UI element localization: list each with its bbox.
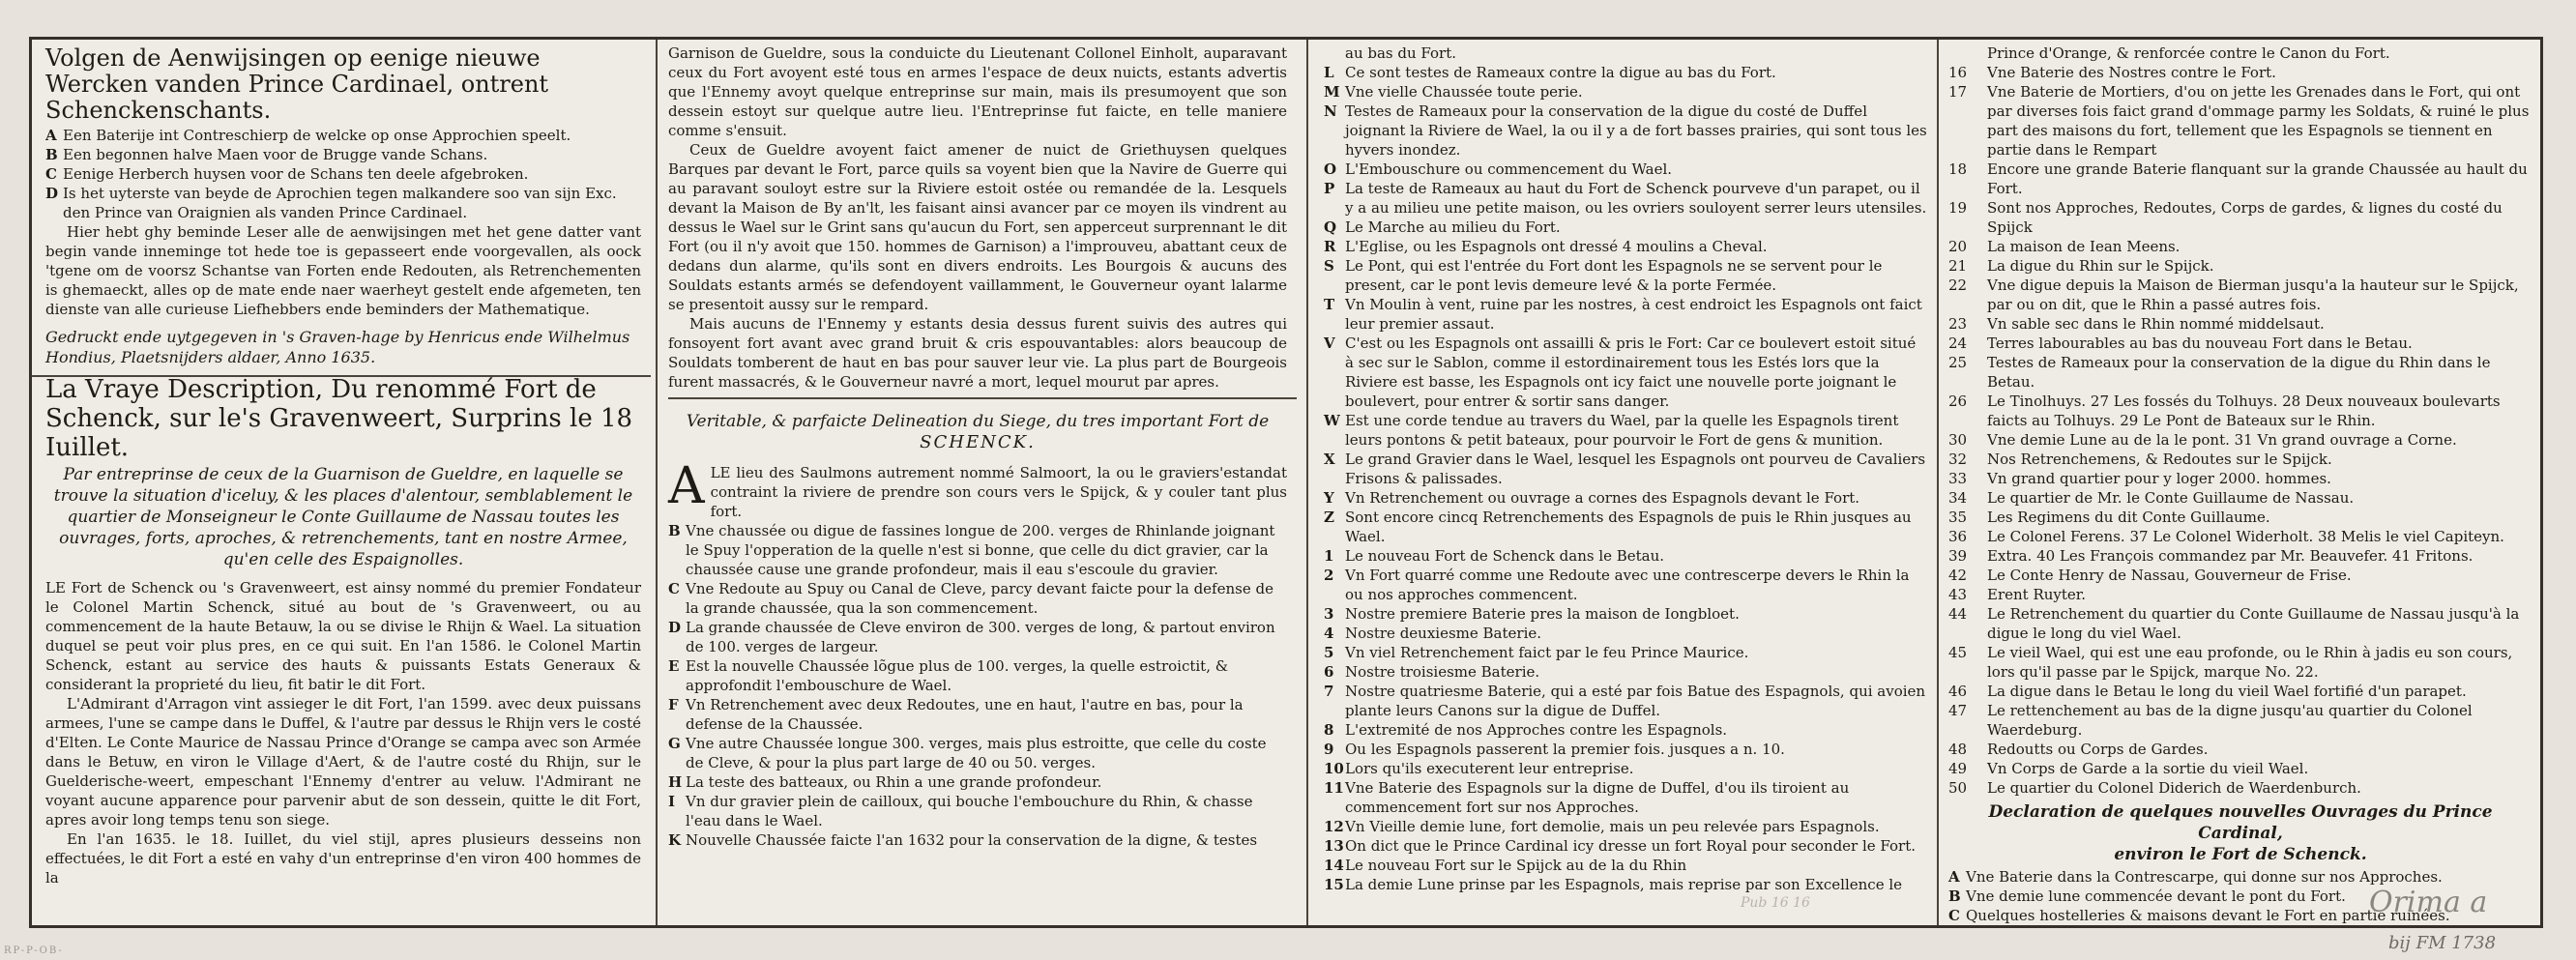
legend-item xyxy=(1324,102,1927,160)
item-key: 30 xyxy=(1948,431,1968,449)
item-key: 8 xyxy=(1324,721,1334,739)
legend-item xyxy=(1324,508,1927,546)
item-text: On dict que le Prince Cardinal icy dresse un fort Royal pour seconder le Fort. xyxy=(1345,837,1917,855)
paragraph-2: L'Admirant d'Arragon vint assieger le dit Fort, l'an 1599. avec deux puissans armees, l'une se campe dans le Duffel, & l'autre par dessus le Rhijn vers le costé d'Elten. Le Conte Maurice de Nassau Prince d'Orange se campa avec son Armée dans le Betuw, en viron le Village d'Aert, & de l'autre costé du Rhijn, sur le Guelderische-weert, empeschant l'Ennemy d'entrer au veluw. l'Admirant ne voyant aucune apparence pour parvenir abut de son dessein, quitte le dit Fort, apres avoir long temps tenu son siege. xyxy=(45,695,641,829)
declaration-title xyxy=(1948,801,2532,865)
faint-stamp: Pub 16 16 xyxy=(1741,895,1810,911)
item-key xyxy=(1324,44,1345,63)
dutch-title: Volgen de Aenwijsingen op eenige nieuwe Wercken vanden Prince Cardinael, ontrent Schenckenschants. xyxy=(45,44,549,124)
legend-item xyxy=(1324,82,1927,102)
item-key: Q xyxy=(1324,218,1337,236)
item-key: 19 xyxy=(1948,199,1968,217)
legend-item xyxy=(1324,237,1927,256)
item-text: Sont encore cincq Retrenchements des Espagnols de puis le Rhin jusques au Wael. xyxy=(1345,509,1912,545)
legend-item xyxy=(1324,63,1927,82)
item-key: G xyxy=(668,735,681,752)
item-key: 22 xyxy=(1948,276,1968,294)
item-key: 1 xyxy=(1324,547,1334,565)
item-text: Nostre quatriesme Baterie, qui a esté par fois Batue des Espagnols, qui avoien plante leurs Canons sur la digue de Duffel. xyxy=(1345,683,1926,719)
legend-item xyxy=(668,579,1287,618)
item-key: K xyxy=(668,831,682,849)
item-text: Le grand Gravier dans le Wael, lesquel les Espagnols ont pourveu de Cavaliers Frisons & palissades. xyxy=(1345,451,1926,487)
legend-item xyxy=(1324,778,1927,817)
declaration-title-text: Declaration de quelques nouvelles Ouvrages du Prince Cardinal, xyxy=(1988,802,2493,843)
legend-item xyxy=(1948,566,2532,585)
item-key: V xyxy=(1324,335,1335,352)
item-text: La digue dans le Betau le long du vieil Wael fortifié d'un parapet. xyxy=(1987,683,2467,700)
item-text: Vne demie Lune au de la le pont. 31 Vn grand ouvrage a Corne. xyxy=(1987,431,2457,449)
item-text: Vne autre Chaussée longue 300. verges, mais plus estroitte, que celle du coste de Cleve, & pour la plus part large de 40 ou 50. verges. xyxy=(686,735,1267,771)
item-key: 16 xyxy=(1948,64,1968,81)
item-text: au bas du Fort. xyxy=(1345,44,1456,62)
item-text: La grande chaussée de Cleve environ de 300. verges de long, & partout environ de 100. verges de largeur. xyxy=(686,619,1275,655)
item-key: P xyxy=(1324,180,1335,197)
item-key: 2 xyxy=(1324,567,1334,584)
legend-item xyxy=(1324,662,1927,682)
legend-item xyxy=(1324,256,1927,295)
item-text: Vn grand quartier pour y loger 2000. hommes. xyxy=(1987,470,2331,487)
item-text: Vn Fort quarré comme une Redoute avec une contrescerpe devers le Rhin la ou nos approches commencent. xyxy=(1345,567,1910,603)
item-key: 12 xyxy=(1324,818,1344,835)
delineation-title-name: SCHENCK. xyxy=(920,432,1036,452)
legend-item xyxy=(1324,44,1927,63)
legend-lead-text: LE lieu des Saulmons autrement nommé Salmoort, la ou le graviers'estandat contraint la riviere de prendre son cours vers le Spijck, & y couler tant plus fort. xyxy=(710,464,1287,520)
item-text: Vne Baterie des Nostres contre le Fort. xyxy=(1987,64,2276,81)
dutch-note: Hier hebt ghy beminde Leser alle de aenwijsingen met het gene datter vant begin vande inneminge tot hede toe is gepasseert ende voorgevallen, als oock 'tgene om de voorsz Schantse van Forten ende Redouten, als Retrenchementen is ghemaeckt, alles op de mate ende naer waerheyt gestelt ende afgemeten, ten dienste van alle curieuse Liefhebbers ende beminders der Mathematique. xyxy=(45,223,641,318)
item-text: Le Pont, qui est l'entrée du Fort dont les Espagnols ne se servent pour le present, car le pont levis demeure levé & la porte Fermée. xyxy=(1345,257,1883,294)
item-key: D xyxy=(668,619,682,636)
item-key: I xyxy=(668,793,676,810)
legend-item xyxy=(1324,546,1927,566)
item-text: Quelques hostelleries & maisons devant le Fort en partie ruinées. xyxy=(1966,907,2450,924)
legend-item xyxy=(1948,63,2532,82)
item-text: Le quartier du Colonel Diderich de Waerdenburch. xyxy=(1987,779,2361,797)
legend-item xyxy=(1948,740,2532,759)
legend-item xyxy=(668,618,1287,656)
item-key: 9 xyxy=(1324,741,1334,758)
legend-item xyxy=(1324,334,1927,411)
item-key: 20 xyxy=(1948,238,1968,255)
legend-item xyxy=(1324,856,1927,875)
item-key: 50 xyxy=(1948,779,1968,797)
item-text: Le vieil Wael, qui est une eau profonde, ou le Rhin à jadis eu son cours, lors qu'il passe par le Spijck, marque No. 22. xyxy=(1987,644,2513,681)
legend-item xyxy=(668,772,1287,792)
item-key: 46 xyxy=(1948,683,1968,700)
dutch-item xyxy=(45,145,641,164)
item-key: 26 xyxy=(1948,393,1968,410)
item-key: Z xyxy=(1324,509,1334,526)
item-text: Nostre premiere Baterie pres la maison de Iongbloet. xyxy=(1345,605,1740,623)
item-text: Vn viel Retrenchement faict par le feu Prince Maurice. xyxy=(1345,644,1749,661)
column-rule xyxy=(1937,40,1939,925)
legend-item xyxy=(1324,295,1927,334)
legend-item xyxy=(1324,179,1927,218)
legend-item xyxy=(668,830,1287,850)
legend-item xyxy=(1948,643,2532,682)
item-key: 14 xyxy=(1324,857,1344,874)
item-key: L xyxy=(1324,64,1334,81)
legend-item xyxy=(668,792,1287,830)
legend-item xyxy=(1948,469,2532,488)
french-subtitle: Par entreprinse de ceux de la Guarnison de Gueldre, en laquelle se trouve la situation d'iceluy, & les places d'alentour, semblablement le quartier de Monseigneur le Conte Guillaume de Nassau toutes les ouvrages, forts, aproches, & retrenchements, tant en nostre Armee, qu'en celle des Espaignolles. xyxy=(53,465,633,569)
item-key: 49 xyxy=(1948,760,1968,777)
legend-item xyxy=(1948,314,2532,334)
legend-item xyxy=(1324,450,1927,488)
column-legend-16-50 xyxy=(1941,40,2540,925)
item-text: Redoutts ou Corps de Gardes. xyxy=(1987,741,2209,758)
item-text: Vn Moulin à vent, ruine par les nostres, à cest endroict les Espagnols ont faict leur premier assaut. xyxy=(1345,296,1922,333)
item-key: 34 xyxy=(1948,489,1968,507)
narrative-paragraph-3: Mais aucuns de l'Ennemy y estants desia dessus furent suivis des autres qui fonsoyent fort avant avec grand bruit & cris espouvantables: alors beaucoup de Souldats tomberent de haut en bas pour sauver leur vie. La plus part de Bourgeois furent massacrés, & le Gouverneur navré a mort, lequel mourut par apres. xyxy=(668,315,1287,391)
item-key: R xyxy=(1324,238,1336,255)
item-key: B xyxy=(45,146,58,163)
item-key: 36 xyxy=(1948,528,1968,545)
legend-item xyxy=(1948,585,2532,604)
imprint: Gedruckt ende uytgegeven in 's Graven-hage by Henricus ende Wilhelmus Hondius, Plaetsnijders aldaer, Anno 1635. xyxy=(45,328,630,366)
item-text: Vne Baterie dans la Contrescarpe, qui donne sur nos Approches. xyxy=(1966,868,2443,886)
dutch-items-list xyxy=(45,126,641,222)
item-text: Vne digue depuis la Maison de Bierman jusqu'a la hauteur sur le Spijck, par ou on dit, que le Rhin a passé autres fois. xyxy=(1987,276,2519,313)
legend-item xyxy=(1324,488,1927,508)
item-key: 45 xyxy=(1948,644,1968,661)
item-text: La teste de Rameaux au haut du Fort de Schenck pourveve d'un parapet, ou il y a au milieu une petite maison, ou les ovriers souloyent serrer leurs utensiles. xyxy=(1345,180,1927,217)
item-text: Is het uyterste van beyde de Aprochien tegen malkandere soo van sijn Exc. den Prince van Oraignien als vanden Prince Cardinael. xyxy=(63,185,617,221)
item-key: 23 xyxy=(1948,315,1968,333)
item-text: Vne Redoute au Spuy ou Canal de Cleve, parcy devant faicte pour la defense de la grande chaussée, qua la son commencement. xyxy=(686,580,1273,617)
legend-item xyxy=(1948,450,2532,469)
legend-item xyxy=(1948,237,2532,256)
item-text: Een Baterije int Contreschierp de welcke op onse Approchien speelt. xyxy=(63,127,571,144)
item-key: C xyxy=(1948,907,1960,924)
legend-item xyxy=(668,734,1287,772)
item-text: Le Retrenchement du quartier du Conte Guillaume de Nassau jusqu'à la digue le long du viel Wael. xyxy=(1987,605,2520,642)
item-key: 11 xyxy=(1324,779,1344,797)
legend-item xyxy=(1948,198,2532,237)
legend-item xyxy=(1324,604,1927,624)
item-text: Les Regimens du dit Conte Guillaume. xyxy=(1987,509,2270,526)
legend-item xyxy=(668,695,1287,734)
item-text: La maison de Iean Meens. xyxy=(1987,238,2181,255)
item-key: 7 xyxy=(1324,683,1334,700)
item-text: Le quartier de Mr. le Conte Guillaume de Nassau. xyxy=(1987,489,2355,507)
legend-list-b-k xyxy=(668,521,1287,850)
legend-lead xyxy=(668,457,1287,521)
legend-item xyxy=(1324,643,1927,662)
item-key: 32 xyxy=(1948,451,1968,468)
item-key: 13 xyxy=(1324,837,1344,855)
item-key: A xyxy=(1948,868,1960,886)
item-text: Vne vielle Chaussée toute perie. xyxy=(1345,83,1583,101)
item-key: N xyxy=(1324,102,1337,120)
legend-item xyxy=(1324,836,1927,856)
item-key: 44 xyxy=(1948,605,1968,623)
legend-item xyxy=(1324,682,1927,720)
item-text: Testes de Rameaux pour la conservation de la digue du Rhin dans le Betau. xyxy=(1987,354,2491,391)
item-key: 25 xyxy=(1948,354,1968,371)
french-title: La Vraye Description, Du renommé Fort de Schenck, sur le's Gravenweert, Surprins le 18 Iuillet. xyxy=(45,375,633,462)
item-text: Nostre troisiesme Baterie. xyxy=(1345,663,1540,681)
legend-item xyxy=(1324,740,1927,759)
legend-item xyxy=(1948,160,2532,198)
legend-item xyxy=(1324,566,1927,604)
item-key: 18 xyxy=(1948,160,1968,178)
item-text: Een begonnen halve Maen voor de Brugge vande Schans. xyxy=(63,146,488,163)
item-key: 21 xyxy=(1948,257,1968,275)
item-key: H xyxy=(668,773,683,791)
item-text: Vne demie lune commencée devant le pont du Fort. xyxy=(1966,887,2346,905)
column-legend-l-15 xyxy=(1316,40,1935,925)
item-key: X xyxy=(1324,451,1335,468)
item-text: Ou les Espagnols passerent la premier fois. jusques a n. 10. xyxy=(1345,741,1785,758)
paragraph-1: LE Fort de Schenck ou 's Gravenweert, est ainsy nommé du premier Fondateur le Colonel Martin Schenck, situé au bout de 's Gravenweert, ou au commencement de la haute Betauw, la ou se divise le Rhijn & Wael. La situation duquel se peut voir plus pres, en ce qui suit. En l'an 1586. le Colonel Martin Schenck, estant au service des hauts & puissants Estats Generaux & considerant la proprieté du lieu, fit batir le dit Fort. xyxy=(45,579,641,693)
item-key: M xyxy=(1324,83,1340,101)
item-key: B xyxy=(668,522,681,539)
item-text: Encore une grande Baterie flanquant sur la grande Chaussée au hault du Fort. xyxy=(1987,160,2528,197)
delineation-title xyxy=(668,411,1287,453)
item-text: Vne Baterie de Mortiers, d'ou on jette les Grenades dans le Fort, qui ont par diverses fois faict grand d'ommage parmy les Soldats, & ruiné le plus part des maisons du fort, tellement que les Espagnols se tiennent en partie dans le Rempart xyxy=(1987,83,2530,159)
item-text: Vn dur gravier plein de cailloux, qui bouche l'embouchure du Rhin, & chasse l'eau dans le Wael. xyxy=(686,793,1253,829)
legend-item xyxy=(1324,160,1927,179)
item-text: Vn Vieille demie lune, fort demolie, mais un peu relevée pars Espagnols. xyxy=(1345,818,1880,835)
legend-item xyxy=(1324,411,1927,450)
item-text: Le Conte Henry de Nassau, Gouverneur de Frise. xyxy=(1987,567,2352,584)
legend-item xyxy=(1948,508,2532,527)
collection-reference: bij FM 1738 xyxy=(2388,933,2497,953)
item-text: Sont nos Approches, Redoutes, Corps de gardes, & lignes du costé du Spijck xyxy=(1987,199,2503,236)
legend-item xyxy=(1948,682,2532,701)
item-key: 33 xyxy=(1948,470,1968,487)
legend-item xyxy=(1948,82,2532,160)
legend-item xyxy=(1948,488,2532,508)
item-text: Le rettenchement au bas de la digne jusqu'au quartier du Colonel Waerdeburg. xyxy=(1987,702,2473,739)
item-text: Eenige Herberch huysen voor de Schans ten deele afgebroken. xyxy=(63,165,529,183)
item-key: 10 xyxy=(1324,760,1344,777)
item-key: 6 xyxy=(1324,663,1334,681)
item-key: 24 xyxy=(1948,335,1968,352)
item-key: C xyxy=(668,580,680,597)
legend-item xyxy=(1948,256,2532,276)
legend-item xyxy=(1948,334,2532,353)
declaration-subtitle: environ le Fort de Schenck. xyxy=(2114,845,2367,864)
item-text: Prince d'Orange, & renforcée contre le Canon du Fort. xyxy=(1987,44,2390,62)
item-key: S xyxy=(1324,257,1334,275)
paragraph-3: En l'an 1635. le 18. Iuillet, du viel stijl, apres plusieurs desseins non effectuées, le dit Fort a esté en vahy d'un entreprinse d'en viron 400 hommes de la xyxy=(45,830,641,887)
item-key: O xyxy=(1324,160,1337,178)
item-text: L'Eglise, ou les Espagnols ont dressé 4 moulins a Cheval. xyxy=(1345,238,1768,255)
item-text: Lors qu'ils executerent leur entreprise. xyxy=(1345,760,1634,777)
item-text: Vne chaussée ou digue de fassines longue de 200. verges de Rhinlande joignant le Spuy l'opperation de la quelle n'est si bonne, que celle du dict gravier, car la chaussée cause une grande profondeur, mais il eau s'escoule du gravier. xyxy=(686,522,1275,578)
item-text: Le Marche au milieu du Fort. xyxy=(1345,218,1561,236)
item-text: Est la nouvelle Chaussée lõgue plus de 100. verges, la quelle estroictit, & approfondit l'embouschure de Wael. xyxy=(686,657,1229,694)
item-key: Y xyxy=(1324,489,1334,507)
legend-item xyxy=(1948,392,2532,430)
item-text: Est une corde tendue au travers du Wael, par la quelle les Espagnols tirent leurs pontons & petit bateaux, pour pourvoir le Fort de gens & munition. xyxy=(1345,412,1899,449)
item-text: Testes de Rameaux pour la conservation de la digue du costé de Duffel joignant la Riviere de Wael, la ou il y a de fort basses prairies, qui sont tous les hyvers inondez. xyxy=(1345,102,1927,159)
item-text: Nostre deuxiesme Baterie. xyxy=(1345,625,1542,642)
item-key: 3 xyxy=(1324,605,1334,623)
item-key xyxy=(1948,44,1987,63)
item-text: L'Embouschure ou commencement du Wael. xyxy=(1345,160,1673,178)
legend-item xyxy=(1948,44,2532,63)
delineation-title-text: Veritable, & parfaicte Delineation du Siege, du tres important Fort de xyxy=(686,412,1270,431)
declaration-item xyxy=(1948,867,2532,887)
item-text: Vn sable sec dans le Rhin nommé middelsaut. xyxy=(1987,315,2325,333)
item-key: 43 xyxy=(1948,586,1968,603)
legend-item xyxy=(668,521,1287,579)
column-narrative-and-legend xyxy=(659,40,1297,925)
narrative-paragraph-1: Garnison de Gueldre, sous la conduicte du Lieutenant Collonel Einholt, auparavant ceux du Fort avoyent esté tous en armes l'espace de deux nuicts, estants advertis que l'Ennemy avoyt quelque entreprinse sur main, mais ils presumoyent que son dessein estoyt sur quelque autre lieu. l'Entreprinse fut faicte, en telle maniere comme s'ensuit. xyxy=(668,44,1287,139)
legend-item xyxy=(1324,875,1927,894)
item-key: C xyxy=(45,165,57,183)
item-key: 42 xyxy=(1948,567,1968,584)
item-text: Extra. 40 Les François commandez par Mr. Beauvefer. 41 Fritons. xyxy=(1987,547,2474,565)
handwritten-signature: Orima a xyxy=(2369,886,2488,919)
dutch-item xyxy=(45,126,641,145)
divider-col2 xyxy=(668,397,1297,399)
legend-item xyxy=(1948,701,2532,740)
legend-list-16-50 xyxy=(1948,44,2532,798)
item-text: La demie Lune prinse par les Espagnols, mais reprise par son Excellence le xyxy=(1345,876,1903,893)
narrative-paragraph-2: Ceux de Gueldre avoyent faict amener de nuict de Griethuysen quelques Barques par devant le Fort, parce quils sa voyent bien que la Navire de Guerre qui au paravant souloyt estre sur la Riviere estoit ostée ou remandée de la. Lesquels devant la Maison de By an'lt, les faisant ainsi avancer par ce moyen ils vindrent au dessus le Wael sur le Grint sans qu'aucun du Fort, sen apperceut surprennant le dit Fort (ou il n'y avoit que 150. hommes de Garnison) a l'improuveu, abattant ceux de dedans dun alarme, qu'ils sont en divers endroits. Les Bourgois & aucuns des Souldats estants armés se defendoyent vaillamment, le Gouverneur oyant lalarme se presentoit aussy sur le rempard. xyxy=(668,141,1287,313)
item-text: Nos Retrenchemens, & Redoutes sur le Spijck. xyxy=(1987,451,2332,468)
item-text: Vne Baterie des Espagnols sur la digne de Duffel, d'ou ils tiroient au commencement fort sur nos Approches. xyxy=(1345,779,1850,816)
legend-item xyxy=(1948,527,2532,546)
item-key: A xyxy=(45,127,57,144)
dutch-item xyxy=(45,164,641,184)
item-text: L'extremité de nos Approches contre les Espagnols. xyxy=(1345,721,1728,739)
item-key: 39 xyxy=(1948,547,1968,565)
item-text: Vn Retrenchement avec deux Redoutes, une en haut, l'autre en bas, pour la defense de la Chaussée. xyxy=(686,696,1244,733)
legend-item xyxy=(1948,546,2532,566)
drop-cap-a: A xyxy=(668,457,705,515)
corner-mark: RP-P-OB- xyxy=(4,945,64,956)
item-key: 15 xyxy=(1324,876,1344,893)
item-key: W xyxy=(1324,412,1340,429)
legend-list-l-15 xyxy=(1324,44,1927,894)
item-key: 35 xyxy=(1948,509,1968,526)
legend-item xyxy=(1324,720,1927,740)
divider-col1 xyxy=(32,375,651,377)
item-text: Terres labourables au bas du nouveau Fort dans le Betau. xyxy=(1987,335,2413,352)
item-text: La teste des batteaux, ou Rhin a une grande profondeur. xyxy=(686,773,1102,791)
legend-item xyxy=(1948,778,2532,798)
item-key: 48 xyxy=(1948,741,1968,758)
legend-item xyxy=(1324,759,1927,778)
item-text: C'est ou les Espagnols ont assailli & pris le Fort: Car ce boulevert estoit situé à sec sur le Sablon, comme il estordinairement tous les Estés lors que la Riviere est basse, les Espagnols ont icy faict une nouvelle porte joignant le boulevert, pour entrer & sortir sans danger. xyxy=(1345,335,1917,410)
item-key: 5 xyxy=(1324,644,1334,661)
legend-item xyxy=(1948,430,2532,450)
item-key: F xyxy=(668,696,679,713)
item-key: E xyxy=(668,657,680,675)
item-text: Vn Retrenchement ou ouvrage a cornes des Espagnols devant le Fort. xyxy=(1345,489,1860,507)
legend-item xyxy=(1948,353,2532,392)
column-dutch-and-description xyxy=(32,40,651,925)
item-key: 47 xyxy=(1948,702,1968,719)
column-rule xyxy=(656,40,658,925)
legend-item xyxy=(668,656,1287,695)
item-text: Vn Corps de Garde a la sortie du vieil Wael. xyxy=(1987,760,2309,777)
item-key: B xyxy=(1948,887,1961,905)
item-text: Le nouveau Fort sur le Spijck au de la du Rhin xyxy=(1345,857,1687,874)
item-text: Nouvelle Chaussée faicte l'an 1632 pour la conservation de la digne, & testes xyxy=(686,831,1258,849)
column-rule xyxy=(1306,40,1308,925)
item-text: Ce sont testes de Rameaux contre la digue au bas du Fort. xyxy=(1345,64,1776,81)
legend-item xyxy=(1948,276,2532,314)
item-text: Le Colonel Ferens. 37 Le Colonel Widerholt. 38 Melis le viel Capiteyn. xyxy=(1987,528,2504,545)
item-text: Le nouveau Fort de Schenck dans le Betau. xyxy=(1345,547,1665,565)
dutch-item xyxy=(45,184,641,222)
printed-sheet xyxy=(29,37,2543,928)
item-key: D xyxy=(45,185,59,202)
item-key: 4 xyxy=(1324,625,1334,642)
legend-item xyxy=(1948,759,2532,778)
legend-item xyxy=(1324,624,1927,643)
item-text: Le Tinolhuys. 27 Les fossés du Tolhuys. 28 Deux nouveaux boulevarts faicts au Tolhuys. 29 Le Pont de Bateaux sur le Rhin. xyxy=(1987,393,2501,429)
legend-item xyxy=(1324,817,1927,836)
legend-item xyxy=(1324,218,1927,237)
legend-item xyxy=(1948,604,2532,643)
item-key: T xyxy=(1324,296,1335,313)
item-text: Erent Ruyter. xyxy=(1987,586,2087,603)
item-key: 17 xyxy=(1948,83,1968,101)
item-text: La digue du Rhin sur le Spijck. xyxy=(1987,257,2214,275)
